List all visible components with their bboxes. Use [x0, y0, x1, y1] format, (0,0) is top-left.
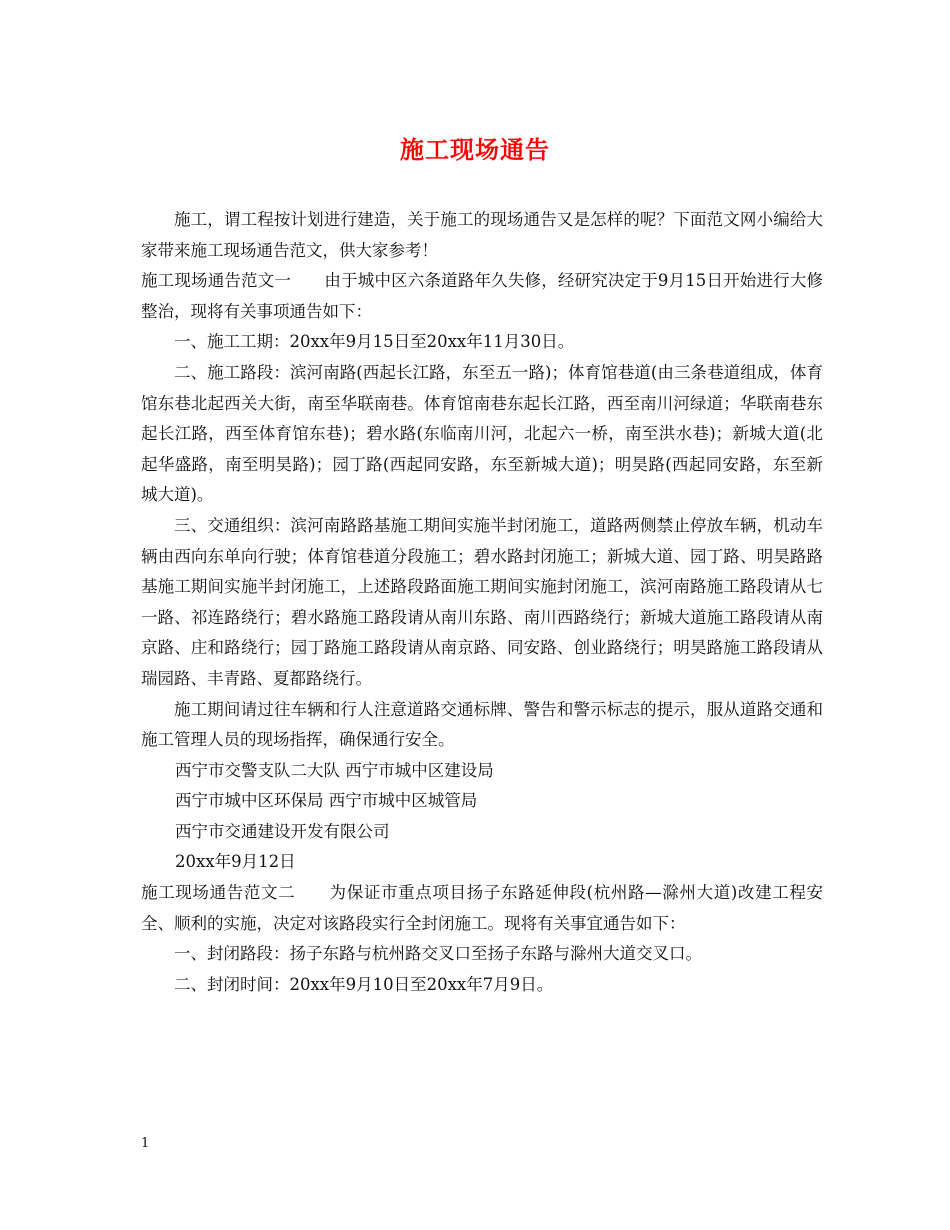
sample-two-heading-paragraph: 施工现场通告范文二 为保证市重点项目扬子东路延伸段(杭州路—滁州大道)改建工程安全、顺利的实施，决定对该路段实行全封闭施工。现将有关事宜通告如下： — [141, 883, 823, 933]
signatory-line-3: 西宁市交通建设开发有限公司 — [175, 821, 390, 841]
construction-sections-paragraph: 二、施工路段：滨河南路(西起长江路，东至五一路)；体育馆巷道(由三条巷道组成，体育馆东巷北起西关大街，南至华联南巷。体育馆南巷东起长江路，西至南川河绿道；华联南巷东起长江路，西至体育馆东巷)；碧水路(东临南川河，北起六一桥，南至洪水巷)；新城大道(北起华盛路，南至明昊路)；园丁路(西起同安路，东至新城大道)；明昊路(西起同安路，东至新城大道)。 — [141, 362, 823, 505]
construction-period-paragraph: 一、施工工期：20xx年9月15日至20xx年11月30日。 — [174, 332, 575, 352]
intro-paragraph: 施工，谓工程按计划进行建造，关于施工的现场通告又是怎样的呢？下面范文网小编给大家带来施工现场通告范文，供大家参考！ — [141, 210, 823, 260]
closure-period-paragraph: 二、封闭时间：20xx年9月10日至20xx年7月9日。 — [174, 974, 554, 994]
document-body — [141, 205, 823, 1000]
signatory-line-2: 西宁市城中区环保局 西宁市城中区城管局 — [175, 791, 478, 811]
page-number: 1 — [141, 1136, 150, 1151]
traffic-organization-paragraph: 三、交通组织：滨河南路路基施工期间实施半封闭施工，道路两侧禁止停放车辆，机动车辆由西向东单向行驶；体育馆巷道分段施工；碧水路封闭施工；新城大道、园丁路、明昊路路基施工期间实施半封闭施工，上述路段路面施工期间实施封闭施工，滨河南路施工路段请从七一路、祁连路绕行；碧水路施工路段请从南川东路、南川西路绕行；新城大道施工路段请从南京路、庄和路绕行；园丁路施工路段请从南京路、同安路、创业路绕行；明昊路施工路段请从瑞园路、丰青路、夏都路绕行。 — [141, 515, 823, 688]
signature-date: 20xx年9月12日 — [175, 852, 296, 872]
signatory-line-1: 西宁市交警支队二大队 西宁市城中区建设局 — [175, 760, 494, 780]
sample-one-heading-paragraph: 施工现场通告范文一 由于城中区六条道路年久失修，经研究决定于9月15日开始进行大修整治，现将有关事项通告如下： — [141, 271, 823, 321]
document-title: 施工现场通告 — [400, 135, 550, 164]
closed-section-paragraph: 一、封闭路段：扬子东路与杭州路交叉口至扬子东路与滁州大道交叉口。 — [174, 944, 702, 964]
safety-notice-paragraph: 施工期间请过往车辆和行人注意道路交通标牌、警告和警示标志的提示，服从道路交通和施工管理人员的现场指挥，确保通行安全。 — [141, 699, 823, 750]
